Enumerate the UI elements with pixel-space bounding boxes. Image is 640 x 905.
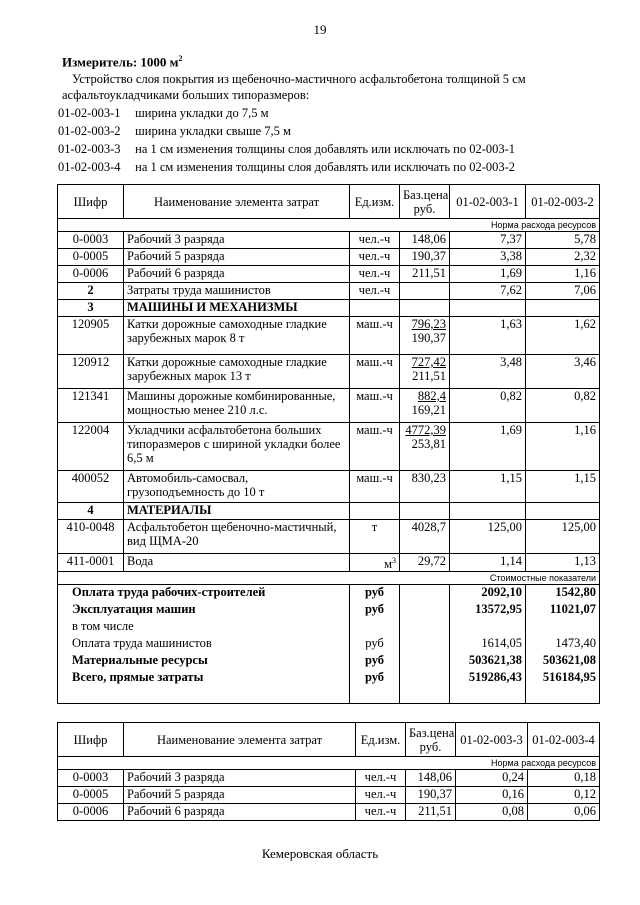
code-item: 01-02-003-4 на 1 см изменения толщины слоя добавлять или исключать по 02-003-2 <box>58 160 516 174</box>
table-cell: 0-0006 <box>58 266 124 283</box>
table-cell: 190,37 <box>400 249 450 266</box>
table-cell <box>400 283 450 300</box>
table-cell: 7,06 <box>526 283 600 300</box>
table-cell: 4028,7 <box>400 520 450 554</box>
table-cell: 148,06 <box>400 232 450 249</box>
table-cell: 01-02-003-3 <box>456 723 528 757</box>
table-cell <box>400 653 450 670</box>
table-row <box>58 232 600 249</box>
table-row <box>58 804 600 821</box>
table-cell: Укладчики асфальтобетона больших типоразмеров с шириной укладки более 6,5 м <box>124 423 350 471</box>
summary-row <box>58 602 600 619</box>
table-cell: 190,37 <box>406 787 456 804</box>
table-cell: Наименование элемента затрат <box>124 723 356 757</box>
table-cell: 0-0003 <box>58 232 124 249</box>
table-cell: маш.-ч <box>350 355 400 389</box>
table-cell: 519286,43 <box>450 670 526 704</box>
table-cell: 120905 <box>58 317 124 355</box>
page-number: 19 <box>313 22 327 37</box>
table-cell: 0,06 <box>528 804 600 821</box>
table-cell: 3,46 <box>526 355 600 389</box>
table-cell: Шифр <box>58 723 124 757</box>
table-cell: 148,06 <box>406 770 456 787</box>
table-cell: 0,08 <box>456 804 528 821</box>
norm-label: Норма расхода ресурсов <box>58 757 600 770</box>
table-cell: 5,78 <box>526 232 600 249</box>
table-cell: 0-0005 <box>58 787 124 804</box>
summary-row <box>58 619 600 636</box>
table-cell: 01-02-003-4 <box>528 723 600 757</box>
table-cell: Вода <box>124 554 350 572</box>
table-cell: 0,82 <box>526 389 600 423</box>
table-cell: чел.-ч <box>356 770 406 787</box>
table-cell: 1,16 <box>526 266 600 283</box>
table-cell: Автомобиль-самосвал, грузоподъемность до 10 т <box>124 471 350 503</box>
table-cell: Рабочий 6 разряда <box>124 804 356 821</box>
table-cell: Материальные ресурсы <box>58 653 350 670</box>
table-cell <box>450 619 526 636</box>
summary-row <box>58 585 600 602</box>
table-cell: 1,16 <box>526 423 600 471</box>
table-cell: Всего, прямые затраты <box>58 670 350 704</box>
table-cell: 211,51 <box>400 266 450 283</box>
table-cell: 3,38 <box>450 249 526 266</box>
table-cell: 29,72 <box>400 554 450 572</box>
table-cell: 125,00 <box>450 520 526 554</box>
table-cell: 1542,80 <box>526 585 600 602</box>
table-cell: Затраты труда машинистов <box>124 283 350 300</box>
codes-list <box>58 104 515 176</box>
col-code-header: Шифр <box>58 185 124 219</box>
summary-row <box>58 670 600 704</box>
table-row <box>58 266 600 283</box>
table-cell <box>350 300 400 317</box>
table-cell: 3,48 <box>450 355 526 389</box>
table-cell: 411-0001 <box>58 554 124 572</box>
table-cell: 400052 <box>58 471 124 503</box>
table-row <box>58 317 600 355</box>
resource-table-2 <box>57 722 600 821</box>
table-cell: 516184,95 <box>526 670 600 704</box>
table-cell: Оплата труда рабочих-строителей <box>58 585 350 602</box>
table-cell: чел.-ч <box>350 266 400 283</box>
table-row <box>58 423 600 471</box>
table-header <box>58 185 600 219</box>
table-cell: 1,69 <box>450 266 526 283</box>
table-cell: 211,51 <box>406 804 456 821</box>
table-cell: 796,23 190,37 <box>400 317 450 355</box>
table-cell: 0-0003 <box>58 770 124 787</box>
table-cell: 2092,10 <box>450 585 526 602</box>
table-row <box>58 249 600 266</box>
norm-label: Норма расхода ресурсов <box>58 219 600 232</box>
table-row <box>58 355 600 389</box>
table-cell: Рабочий 5 разряда <box>124 249 350 266</box>
code-item: 01-02-003-1 ширина укладки до 7,5 м <box>58 106 269 120</box>
section-row <box>58 283 600 300</box>
table-cell: 0,18 <box>528 770 600 787</box>
table-cell: 830,23 <box>400 471 450 503</box>
table-cell <box>350 503 400 520</box>
col-price-header: Баз.цена руб. <box>400 185 450 219</box>
table-cell: 1,62 <box>526 317 600 355</box>
col-name-header: Наименование элемента затрат <box>124 185 350 219</box>
table-cell: 122004 <box>58 423 124 471</box>
code-item: 01-02-003-3 на 1 см изменения толщины слоя добавлять или исключать по 02-003-1 <box>58 142 516 156</box>
table-cell: 1,69 <box>450 423 526 471</box>
footer-region: Кемеровская область <box>261 846 379 861</box>
table-cell: 3 <box>58 300 124 317</box>
table-cell: т <box>350 520 400 554</box>
table-cell: Катки дорожные самоходные гладкие зарубежных марок 8 т <box>124 317 350 355</box>
table-cell <box>350 619 400 636</box>
table-cell: 882,4 169,21 <box>400 389 450 423</box>
table-cell: 1473,40 <box>526 636 600 653</box>
table-cell <box>450 503 526 520</box>
table-row <box>58 554 600 572</box>
table-cell: 410-0048 <box>58 520 124 554</box>
col-1-header: 01-02-003-1 <box>450 185 526 219</box>
table-cell: Катки дорожные самоходные гладкие зарубежных марок 13 т <box>124 355 350 389</box>
table-row <box>58 770 600 787</box>
table-cell: 125,00 <box>526 520 600 554</box>
table-cell <box>526 300 600 317</box>
table-cell: 0,12 <box>528 787 600 804</box>
table-cell: 503621,08 <box>526 653 600 670</box>
table-cell: маш.-ч <box>350 423 400 471</box>
table-cell: 7,37 <box>450 232 526 249</box>
table-cell: Ед.изм. <box>356 723 406 757</box>
table-cell: чел.-ч <box>356 787 406 804</box>
table-cell: руб <box>350 653 400 670</box>
table-header <box>58 723 600 757</box>
table-cell: МАШИНЫ И МЕХАНИЗМЫ <box>124 300 350 317</box>
table-cell: 13572,95 <box>450 602 526 619</box>
table-cell: Машины дорожные комбинированные, мощностью менее 210 л.с. <box>124 389 350 423</box>
table-row <box>58 389 600 423</box>
table-cell: 4 <box>58 503 124 520</box>
table-cell: руб <box>350 602 400 619</box>
table-cell <box>400 602 450 619</box>
table-cell: 2,32 <box>526 249 600 266</box>
code-item: 01-02-003-2 ширина укладки свыше 7,5 м <box>58 124 291 138</box>
table-cell: 1,63 <box>450 317 526 355</box>
table-cell: руб <box>350 585 400 602</box>
table-cell <box>400 670 450 704</box>
table-row <box>58 520 600 554</box>
table-cell: чел.-ч <box>350 283 400 300</box>
table-cell: Рабочий 3 разряда <box>124 770 356 787</box>
table-cell: руб <box>350 636 400 653</box>
table-cell: МАТЕРИАЛЫ <box>124 503 350 520</box>
table-row <box>58 787 600 804</box>
summary-row <box>58 636 600 653</box>
table-cell: 121341 <box>58 389 124 423</box>
resource-table-1 <box>57 184 600 704</box>
table-cell: 0-0005 <box>58 249 124 266</box>
table-cell: руб <box>350 670 400 704</box>
table-cell <box>400 300 450 317</box>
table-cell: Рабочий 6 разряда <box>124 266 350 283</box>
section-row <box>58 503 600 520</box>
table-cell <box>400 585 450 602</box>
table-cell: маш.-ч <box>350 389 400 423</box>
table-cell: Рабочий 5 разряда <box>124 787 356 804</box>
table-cell: чел.-ч <box>350 232 400 249</box>
table-cell <box>400 619 450 636</box>
table-cell: 0,24 <box>456 770 528 787</box>
table-cell: 1,15 <box>526 471 600 503</box>
table-cell: 2 <box>58 283 124 300</box>
table-cell <box>526 503 600 520</box>
table-cell: Баз.цена руб. <box>406 723 456 757</box>
table-cell: 1,14 <box>450 554 526 572</box>
table-cell <box>526 619 600 636</box>
meter-label: Измеритель: 1000 $м^2$ <box>62 54 183 70</box>
description: Устройство слоя покрытия из щебеночно-мастичного асфальтобетона толщиной 5 см асфальтоукладчиками больших типоразмеров: <box>62 72 526 102</box>
table-cell: 1614,05 <box>450 636 526 653</box>
table-cell: 0,16 <box>456 787 528 804</box>
table-cell: 4772,39 253,81 <box>400 423 450 471</box>
col-2-header: 01-02-003-2 <box>526 185 600 219</box>
table-cell <box>400 636 450 653</box>
table-cell: 503621,38 <box>450 653 526 670</box>
summary-row <box>58 653 600 670</box>
table-cell: Асфальтобетон щебеночно-мастичный, вид ЩМА-20 <box>124 520 350 554</box>
table-cell: $м^3$ <box>350 554 400 572</box>
table-cell: Оплата труда машинистов <box>58 636 350 653</box>
table-cell <box>400 503 450 520</box>
table-cell: 0-0006 <box>58 804 124 821</box>
table-cell: 0,82 <box>450 389 526 423</box>
table-cell: 7,62 <box>450 283 526 300</box>
table-cell <box>450 300 526 317</box>
table-cell: 120912 <box>58 355 124 389</box>
table-cell: чел.-ч <box>356 804 406 821</box>
table-cell: Рабочий 3 разряда <box>124 232 350 249</box>
section-row <box>58 300 600 317</box>
cost-label: Стоимостные показатели <box>58 572 600 585</box>
table-cell: Эксплуатация машин <box>58 602 350 619</box>
col-unit-header: Ед.изм. <box>350 185 400 219</box>
table-cell: 727,42 211,51 <box>400 355 450 389</box>
table-cell: 11021,07 <box>526 602 600 619</box>
table-cell: маш.-ч <box>350 317 400 355</box>
table-cell: в том числе <box>58 619 350 636</box>
table-cell: чел.-ч <box>350 249 400 266</box>
table-cell: маш.-ч <box>350 471 400 503</box>
table-row <box>58 471 600 503</box>
table-cell: 1,13 <box>526 554 600 572</box>
table-cell: 1,15 <box>450 471 526 503</box>
